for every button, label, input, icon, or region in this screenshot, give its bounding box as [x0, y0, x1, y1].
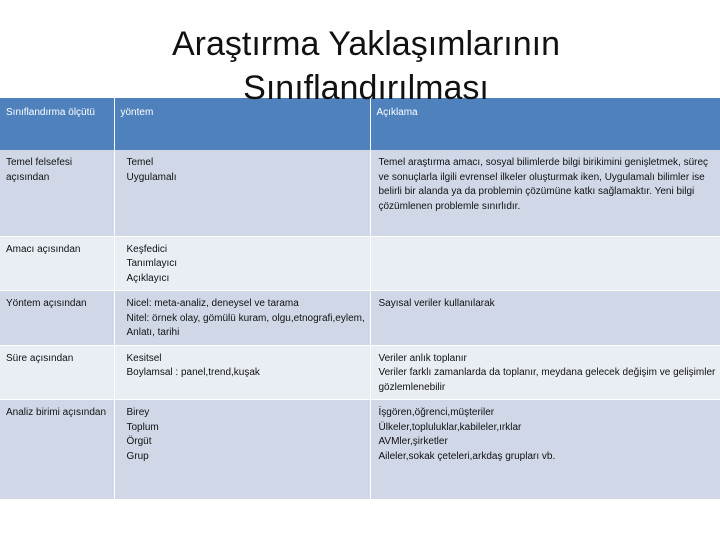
- description-cell: [370, 291, 720, 346]
- method-line: Örgüt: [126, 436, 152, 447]
- description-line: Ülkeler,topluluklar,kabileler,ırklar: [378, 421, 522, 433]
- method-line: Toplum: [126, 421, 159, 433]
- description-line: Veriler anlık toplanır: [378, 352, 467, 364]
- criterion-cell: Temel felsefesi açısından: [0, 150, 114, 236]
- method-cell: [114, 150, 370, 236]
- method-cell: [114, 291, 370, 346]
- slide-title: Araştırma Yaklaşımlarının Sınıflandırılması: [172, 25, 560, 107]
- description-line: Temel araştırma amacı, sosyal bilimlerde bilgi birikimini genişletmek, süreç ve sonuçlarla ilgili evrensel ilkeler oluşturmak iken, Uygulamalı bilimler ise belirli bir alanda ya da problemin çözümüne katkı sağlamaktır. Yeni bilgi çözümlenen problemle sınırlıdır.: [378, 157, 709, 212]
- method-cell: [114, 400, 370, 500]
- description-cell: [370, 400, 720, 500]
- header-method: yöntem: [114, 98, 370, 150]
- description-cell: [370, 236, 720, 291]
- method-line: Nicel: meta-analiz, deneysel ve tarama: [126, 298, 299, 309]
- method-line: Kesitsel: [126, 352, 162, 364]
- method-line: Temel: [126, 157, 154, 168]
- method-cell: [114, 345, 370, 400]
- description-line: Sayısal veriler kullanılarak: [378, 298, 495, 309]
- method-line: Nitel: örnek olay, gömülü kuram, olgu,etnografi,eylem, Anlatı, tarihi: [126, 312, 365, 338]
- method-line: Tanımlayıcı: [126, 258, 178, 269]
- header-description: Açıklama: [370, 98, 720, 150]
- criterion-cell: Süre açısından: [0, 345, 114, 400]
- method-line: Açıklayıcı: [126, 272, 170, 284]
- description-line: Veriler farklı zamanlarda da toplanır, meydana gelecek değişim ve gelişimler gözlemlenebilir: [378, 367, 716, 393]
- method-line: Birey: [126, 407, 150, 418]
- description-line: İşgören,öğrenci,müşteriler: [378, 407, 495, 418]
- description-cell: [370, 150, 720, 236]
- table-row: [0, 150, 720, 236]
- table-row: [0, 291, 720, 346]
- method-line: Boylamsal : panel,trend,kuşak: [126, 367, 260, 378]
- description-line: Aileler,sokak çeteleri,arkdaş grupları vb.: [378, 450, 556, 462]
- description-line: AVMler,şirketler: [378, 436, 448, 447]
- method-line: Uygulamalı: [126, 171, 177, 183]
- criterion-cell: Yöntem açısından: [0, 291, 114, 346]
- table-row: [0, 236, 720, 291]
- table-row: [0, 400, 720, 500]
- classification-table: [0, 98, 720, 500]
- method-line: Keşfedici: [126, 243, 168, 255]
- table-body: [0, 150, 720, 500]
- criterion-cell: Analiz birimi açısından: [0, 400, 114, 500]
- header-criterion: Sınıflandırma ölçütü: [0, 98, 114, 150]
- method-cell: [114, 236, 370, 291]
- table-row: [0, 345, 720, 400]
- method-line: Grup: [126, 450, 149, 462]
- criterion-cell: Amacı açısından: [0, 236, 114, 291]
- description-cell: [370, 345, 720, 400]
